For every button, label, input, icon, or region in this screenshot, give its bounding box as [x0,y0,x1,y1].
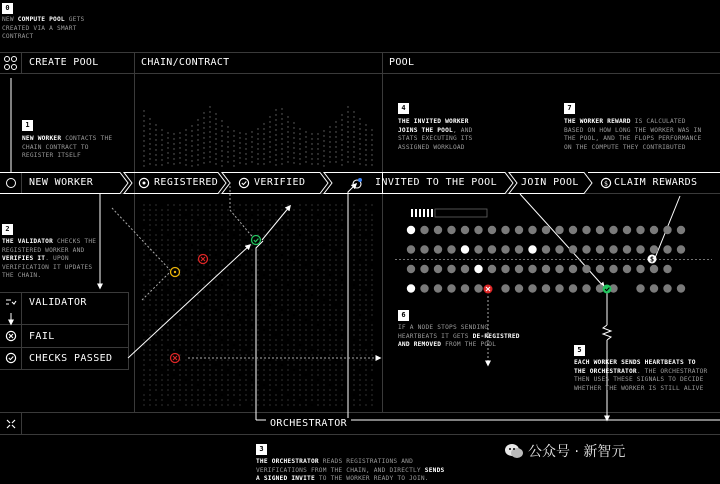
column-chain-contract: CHAIN/CONTRACT [141,57,230,68]
step-4-badge: 4 [398,103,409,114]
error-marker-chain [199,255,208,264]
flow-claim-rewards: CLAIM REWARDS [614,177,698,188]
step-0-badge: 0 [2,3,13,14]
wechat-logo-icon [504,442,524,460]
step-2-badge: 2 [2,224,13,235]
verified-marker [252,236,261,245]
invited-icon [353,178,362,188]
flow-registered: REGISTERED [154,177,219,188]
step-6-badge: 6 [398,310,409,321]
reward-marker [648,255,657,264]
checks-passed-label: CHECKS PASSED [29,353,113,364]
step-5-badge: 5 [574,345,585,356]
step-2-note: THE VALIDATOR CHECKS THE REGISTERED WORKER AND VERIFIES IT. UPON VERIFICATION IT UPDATES THE CHAIN. [2,238,97,280]
step-7-note: THE WORKER REWARD IS CALCULATED BASED ON HOW LONG THE WORKER WAS IN THE POOL, AND THE FLOPS PERFORMANCE ON THE COMPUTE THEY CONTRIBUTED [564,118,702,151]
step-1-badge: 1 [22,120,33,131]
reward-symbol: $ [649,255,655,264]
pending-marker [171,268,180,277]
create-pool-icon-2 [11,56,17,62]
checks-passed-icon [5,352,17,364]
step-7-badge: 7 [564,103,575,114]
step-3-badge: 3 [256,444,267,455]
create-pool-icon [4,56,10,62]
column-create-pool: CREATE POOL [29,57,99,68]
watermark-text: 公众号 · 新智元 [528,444,626,460]
flow-new-worker: NEW WORKER [29,177,94,188]
orchestrator-icon [5,418,17,430]
fail-icon [5,330,17,342]
pool-load-bar [411,209,487,217]
step-6-note: IF A NODE STOPS SENDING HEARTBEATS IT GETS DE-REGISTRED AND REMOVED FROM THE POOL [398,324,520,349]
step-5-note: EACH WORKER SENDS HEARTBEATS TO THE ORCHESTRATOR. THE ORCHESTRATOR THEN USES THESE SIGNALS TO DECIDE WHETHER THE WORKER IS STILL ALIVE [574,359,708,392]
validator-icon [5,297,17,309]
flow-invited: INVITED TO THE POOL [375,177,497,188]
step-0-note: NEW COMPUTE POOL GETS CREATED VIA A SMART CONTRACT [2,16,85,41]
flow-verified: VERIFIED [254,177,306,188]
create-pool-icon-4 [11,64,17,70]
step-1-note: NEW WORKER CONTACTS THE CHAIN CONTRACT TO REGISTER ITSELF [22,135,113,160]
claim-rewards-icon [600,177,612,189]
column-pool: POOL [389,57,415,68]
step-3-note: THE ORCHESTRATOR READS REGISTRATIONS AND VERIFICATIONS FROM THE CHAIN, AND DIRECTLY SENDS A SIGNED INVITE TO THE WORKER READY TO JOIN. [256,458,445,483]
create-pool-icon-3 [4,64,10,70]
flow-join-pool: JOIN POOL [521,177,579,188]
verified-icon [238,177,250,189]
orchestrator-label: ORCHESTRATOR [266,418,351,429]
claim-rewards-symbol: $ [604,179,608,188]
validator-label: VALIDATOR [29,297,87,308]
error-marker-lower [171,354,180,363]
fail-label: FAIL [29,331,55,342]
error-marker-pool [484,285,493,294]
registered-icon [138,177,150,189]
step-4-note: THE INVITED WORKER JOINS THE POOL, AND STATS EXECUTING ITS ASSIGNED WORKLOAD [398,118,473,151]
active-worker-marker [603,285,612,294]
new-worker-icon [6,178,16,188]
